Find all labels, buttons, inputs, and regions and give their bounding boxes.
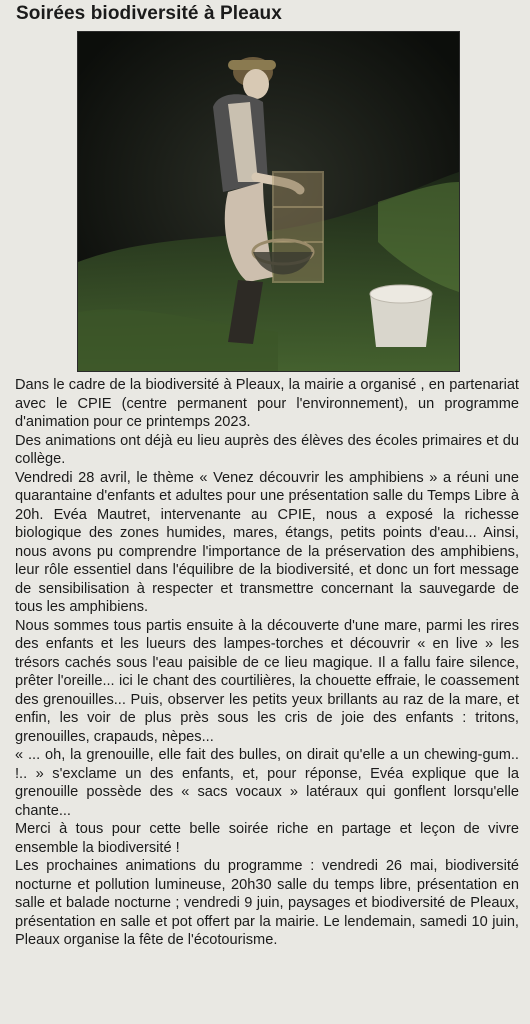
article-paragraph: « ... oh, la grenouille, elle fait des bulles, on dirait qu'elle a un chewing-gum.. !.. » s'exclame un des enfants, et, pour réponse, Evéa explique que la grenouille possède des « sacs vocaux » latéraux qui gonflent lorsqu'elle chante... bbox=[15, 747, 519, 819]
article-body bbox=[15, 376, 519, 950]
photo-illustration bbox=[78, 32, 459, 371]
article-paragraph: Vendredi 28 avril, le thème « Venez découvrir les amphibiens » a réuni une quarantaine d'enfants et adultes pour une présentation salle du Temps Libre à 20h. Evéa Mautret, intervenante au CPIE, nous a exposé la richesse biologique des zones humides, mares, étangs, petits points d'eau... Ainsi, nous avons pu comprendre l'importance de la préservation des amphibiens, leur rôle essentiel dans l'équilibre de la biodiversité, et donc un fort message de sensibilisation à respecter et transmettre concernant la sauvegarde de tous les amphibiens. bbox=[15, 469, 519, 615]
article-photo bbox=[77, 31, 460, 372]
article-paragraph: Des animations ont déjà eu lieu auprès des élèves des écoles primaires et du collège. bbox=[15, 432, 519, 467]
article-paragraph: Nous sommes tous partis ensuite à la découverte d'une mare, parmi les rires des enfants et les lueurs des lampes-torches et découvrir « en live » les trésors cachés sous l'eau paisible de ce lieu magique. Il a fallu faire silence, prêter l'oreille... ici le chant des courtilières, la chouette effraie, le coassement des grenouilles... Puis, observer les petits yeux brillants au raz de la mare, et enfin, les voir de plus près sous les cris de joie des enfants : tritons, grenouilles, crapauds, nèpes... bbox=[15, 617, 519, 745]
article-headline: Soirées biodiversité à Pleaux bbox=[16, 3, 282, 24]
article-paragraph: Dans le cadre de la biodiversité à Pleaux, la mairie a organisé , en partenariat avec le CPIE (centre permanent pour l'environnement), un programme d'animation pour ce printemps 2023. bbox=[15, 377, 519, 430]
article-paragraph: Merci à tous pour cette belle soirée riche en partage et leçon de vivre ensemble la biodiversité ! bbox=[15, 821, 519, 856]
bucket bbox=[370, 285, 432, 347]
article-paragraph: Les prochaines animations du programme : vendredi 26 mai, biodiversité nocturne et pollution lumineuse, 20h30 salle du temps libre, présentation en salle et balade nocturne ; vendredi 9 juin, paysages et biodiversité de Pleaux, présentation en salle et pot offert par la mairie. Le lendemain, samedi 10 juin, Pleaux organise la fête de l'écotourisme. bbox=[15, 858, 519, 948]
